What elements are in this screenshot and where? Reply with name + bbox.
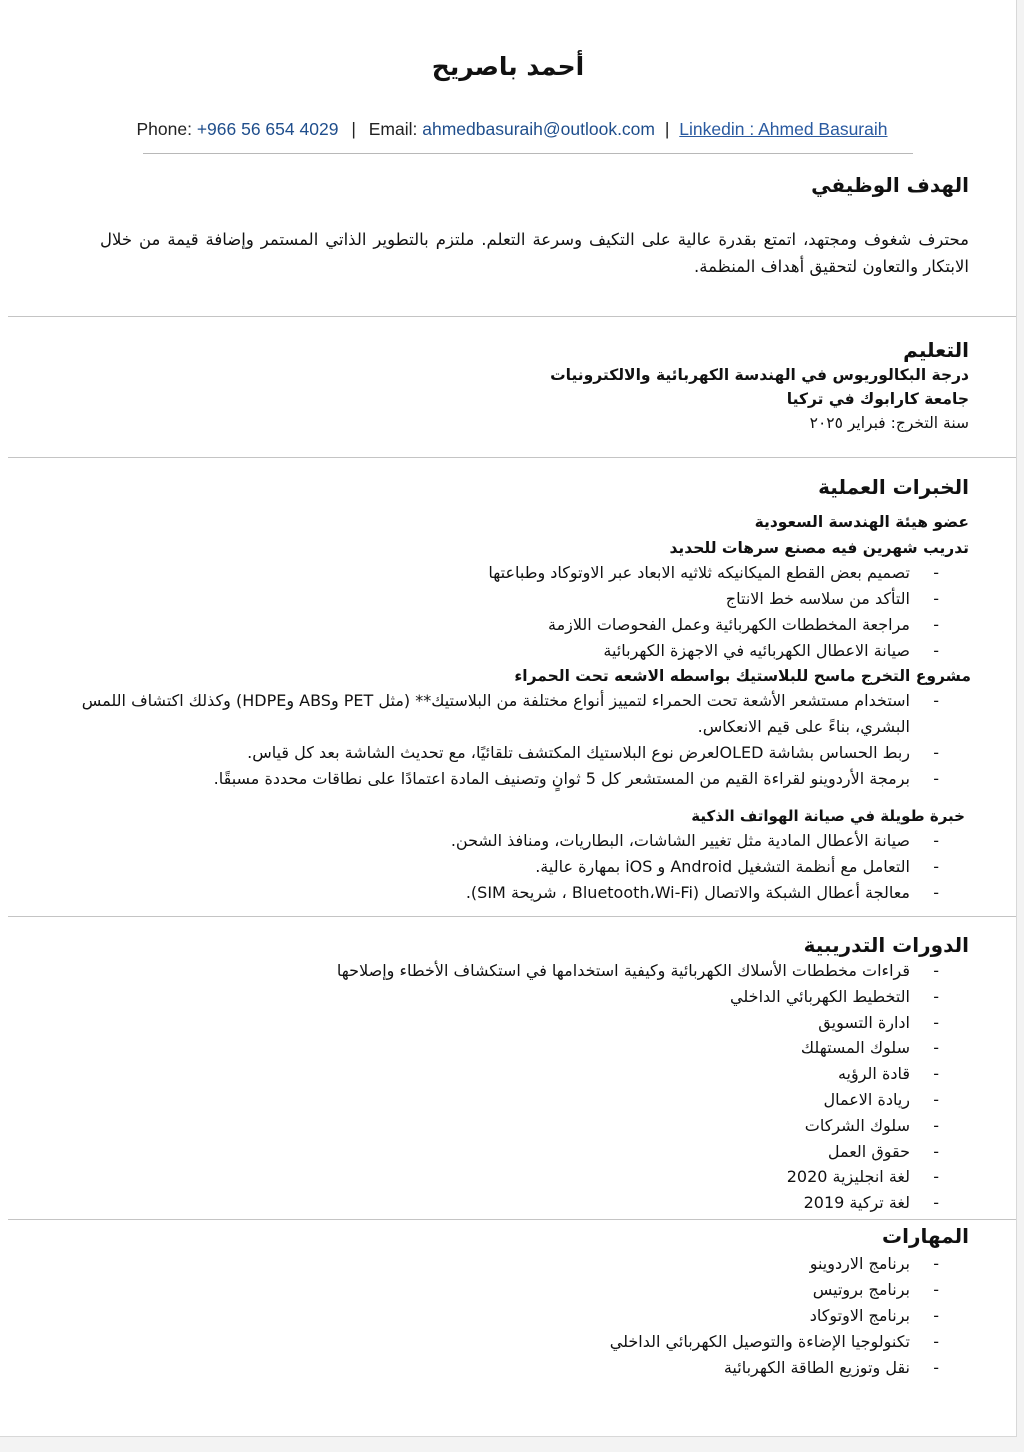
section-heading: التعليم [903, 338, 969, 362]
phone-link[interactable]: +966 56 654 4029 [196, 119, 339, 139]
project-list [72, 688, 969, 792]
university: جامعة كارابوك في تركيا [786, 390, 969, 408]
contact-line [0, 119, 1024, 140]
section-divider [8, 457, 1016, 458]
list-item: - برنامج الاوتوكاد [20, 1303, 969, 1329]
membership: عضو هيئة الهندسة السعودية [754, 513, 969, 531]
list-item: - ريادة الاعمال [20, 1087, 969, 1113]
list-item: - برنامج بروتيس [20, 1277, 969, 1303]
objective-section [20, 172, 969, 280]
list-item: - ربط الحساس بشاشة OLEDلعرض نوع البلاستيك المكتشف تلقائيًا، مع تحديث الشاشة بعد كل قياس. [72, 740, 969, 766]
list-item: - معالجة أعطال الشبكة والاتصال (Bluetooth،Wi-Fi ، شريحة SIM). [20, 880, 969, 906]
candidate-name: أحمد باصريح [431, 52, 585, 81]
list-item: - التأكد من سلاسه خط الانتاج [20, 586, 969, 612]
list-item: - تكنولوجيا الإضاءة والتوصيل الكهربائي الداخلي [20, 1329, 969, 1355]
section-divider [8, 316, 1016, 317]
list-item: - تصميم بعض القطع الميكانيكه ثلاثيه الابعاد عبر الاوتوكاد وطباعتها [20, 560, 969, 586]
list-item: - برنامج الاردوينو [20, 1251, 969, 1277]
section-heading: الهدف الوظيفي [811, 173, 969, 197]
training-title: تدريب شهرين فيه مصنع سرهات للحديد [669, 539, 969, 557]
email-label: Email: [368, 119, 418, 139]
list-item: - قراءات مخططات الأسلاك الكهربائية وكيفية استخدامها في استكشاف الأخطاء وإصلاحها [20, 958, 969, 984]
list-item: - التخطيط الكهربائي الداخلي [20, 984, 969, 1010]
courses-section [20, 932, 969, 1216]
linkedin-link[interactable]: Linkedin : Ahmed Basuraih [679, 119, 888, 139]
separator: | [664, 119, 670, 139]
graduation-date: سنة التخرج: فبراير ٢٠٢٥ [809, 414, 969, 432]
list-item: - نقل وتوزيع الطاقة الكهربائية [20, 1355, 969, 1381]
training-list [20, 560, 969, 664]
list-item: - صيانة الاعطال الكهربائيه في الاجهزة الكهربائية [20, 638, 969, 664]
list-item: - قادة الرؤيه [20, 1061, 969, 1087]
phones-title: خبرة طويلة في صيانة الهواتف الذكية [691, 807, 965, 825]
phone-label: Phone: [136, 119, 192, 139]
list-item: - برمجة الأردوينو لقراءة القيم من المستشعر كل 5 ثوانٍ وتصنيف المادة اعتمادًا على نطاقات محددة مسبقًا. [72, 766, 969, 792]
skills-section [20, 1223, 969, 1381]
degree: درجة البكالوريوس في الهندسة الكهربائية والالكترونيات [550, 366, 969, 384]
list-item: - حقوق العمل [20, 1139, 969, 1165]
section-heading: المهارات [882, 1224, 969, 1248]
list-item: - سلوك المستهلك [20, 1035, 969, 1061]
experience-section [20, 474, 969, 906]
section-heading: الدورات التدريبية [803, 933, 969, 957]
list-item: - لغة انجليزية 2020 [20, 1164, 969, 1190]
list-item: - استخدام مستشعر الأشعة تحت الحمراء لتمييز أنواع مختلفة من البلاستيك** (مثل PET وABS وHDPE) وكذلك اكتشاف اللمس البشري، بناءً على قيم الانعكاس. [72, 688, 969, 740]
section-heading: الخبرات العملية [818, 475, 969, 499]
phones-list [20, 828, 969, 906]
separator: | [351, 119, 356, 139]
section-divider [8, 916, 1016, 917]
education-section [20, 337, 969, 435]
skills-list [20, 1251, 969, 1381]
project-title: مشروع التخرج ماسح للبلاستيك بواسطه الاشعه تحت الحمراء [514, 667, 971, 685]
list-item: - لغة تركية 2019 [20, 1190, 969, 1216]
list-item: - ادارة التسويق [20, 1010, 969, 1036]
list-item: - سلوك الشركات [20, 1113, 969, 1139]
list-item: - صيانة الأعطال المادية مثل تغيير الشاشات، البطاريات، ومنافذ الشحن. [20, 828, 969, 854]
section-divider [8, 1219, 1016, 1220]
email-link[interactable]: ahmedbasuraih@outlook.com [422, 119, 655, 139]
list-item: - مراجعة المخططات الكهربائية وعمل الفحوصات اللازمة [20, 612, 969, 638]
objective-text: محترف شغوف ومجتهد، اتمتع بقدرة عالية على التكيف وسرعة التعلم. ملتزم بالتطوير الذاتي المستمر وإضافة قيمة من خلال الابتكار والتعاون لتحقيق أهداف المنظمة. [100, 230, 969, 276]
courses-list [20, 958, 969, 1216]
list-item: - التعامل مع أنظمة التشغيل Android و iOS بمهارة عالية. [20, 854, 969, 880]
header-divider [143, 153, 913, 154]
